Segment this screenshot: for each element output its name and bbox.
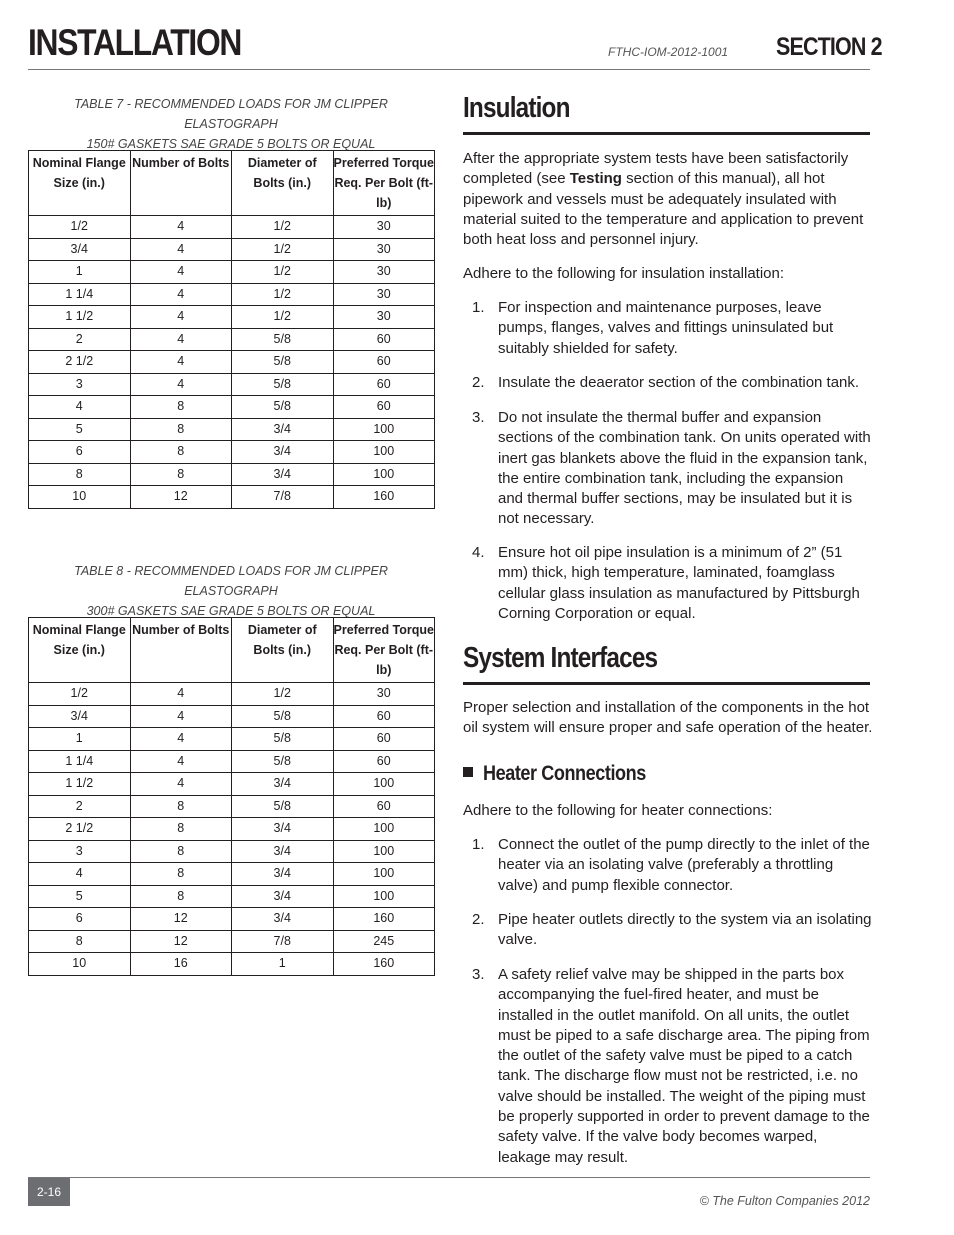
table-cell: 12 [130, 486, 232, 509]
table-cell: 60 [333, 396, 435, 419]
table-cell: 12 [130, 908, 232, 931]
table-row [29, 351, 435, 374]
table-row [29, 216, 435, 239]
table-cell: 1 [29, 728, 131, 751]
table-cell: 1 1/2 [29, 306, 131, 329]
section-label: SECTION 2 [776, 33, 882, 61]
table-cell: 2 1/2 [29, 818, 131, 841]
table-cell: 8 [29, 930, 131, 953]
table7-caption-line1: TABLE 7 - RECOMMENDED LOADS FOR JM CLIPPER ELASTOGRAPH [74, 97, 388, 131]
table-cell: 4 [130, 351, 232, 374]
table-row [29, 705, 435, 728]
table-cell: 60 [333, 728, 435, 751]
footer-divider [28, 1177, 870, 1178]
table-cell: 100 [333, 418, 435, 441]
table-cell: 4 [29, 396, 131, 419]
table-cell: 8 [130, 840, 232, 863]
table-cell: 1 [232, 953, 334, 976]
table-cell: 3/4 [232, 441, 334, 464]
table-cell: 8 [29, 463, 131, 486]
table7-col-flange-size: Nominal Flange Size (in.) [29, 151, 131, 216]
table-cell: 8 [130, 418, 232, 441]
table-cell: 1/2 [232, 216, 334, 239]
table-cell: 4 [130, 238, 232, 261]
table7 [28, 150, 435, 509]
table-row [29, 238, 435, 261]
table-cell: 245 [333, 930, 435, 953]
table-cell: 100 [333, 818, 435, 841]
table-row [29, 463, 435, 486]
table-row [29, 840, 435, 863]
table7-caption [28, 94, 434, 154]
table-cell: 8 [130, 885, 232, 908]
table-cell: 100 [333, 773, 435, 796]
testing-reference: Testing [569, 170, 622, 188]
table-cell: 8 [130, 396, 232, 419]
table-cell: 7/8 [232, 486, 334, 509]
table-cell: 30 [333, 216, 435, 239]
table-cell: 4 [130, 705, 232, 728]
table-cell: 60 [333, 705, 435, 728]
table-cell: 5/8 [232, 728, 334, 751]
table-cell: 5 [29, 885, 131, 908]
document-id: FTHC-IOM-2012-1001 [608, 45, 729, 59]
insulation-item-3: 3. Do not insulate the thermal buffer and expansion sections of the combination tank. On units operated with inert gas blankets above the fluid in the expansion tank, the entire combination tank, including the expansion and thermal buffer sections, may be insulated but it is not necessary. [472, 409, 871, 528]
table-cell: 2 [29, 328, 131, 351]
table-cell: 5/8 [232, 351, 334, 374]
table-cell: 160 [333, 908, 435, 931]
table8-caption [28, 561, 434, 621]
table-cell: 4 [130, 373, 232, 396]
table-cell: 60 [333, 795, 435, 818]
table-cell: 3/4 [232, 840, 334, 863]
table-cell: 10 [29, 953, 131, 976]
table-cell: 4 [130, 261, 232, 284]
table-cell: 5 [29, 418, 131, 441]
table-cell: 100 [333, 885, 435, 908]
table-cell: 3/4 [29, 705, 131, 728]
table-cell: 7/8 [232, 930, 334, 953]
page-number: 2-16 [28, 1178, 70, 1206]
table-cell: 1/2 [232, 238, 334, 261]
table-cell: 16 [130, 953, 232, 976]
table-cell: 3/4 [232, 773, 334, 796]
table-cell: 1 1/4 [29, 283, 131, 306]
table-cell: 1/2 [232, 306, 334, 329]
insulation-heading: Insulation [463, 92, 870, 135]
table8-col-bolt-diameter: Diameter of Bolts (in.) [232, 618, 334, 683]
table8-caption-line1: TABLE 8 - RECOMMENDED LOADS FOR JM CLIPPER ELASTOGRAPH [74, 564, 388, 598]
table-cell: 60 [333, 351, 435, 374]
table-cell: 100 [333, 863, 435, 886]
table8 [28, 617, 435, 976]
table-cell: 30 [333, 261, 435, 284]
table-cell: 10 [29, 486, 131, 509]
table-row [29, 795, 435, 818]
table-row [29, 818, 435, 841]
table-cell: 60 [333, 328, 435, 351]
table-cell: 4 [130, 306, 232, 329]
table-cell: 8 [130, 795, 232, 818]
page-header-title: INSTALLATION [28, 22, 242, 63]
system-interfaces-heading: System Interfaces [463, 642, 870, 685]
table-cell: 12 [130, 930, 232, 953]
table-cell: 3/4 [232, 418, 334, 441]
table8-col-torque: Preferred Torque Req. Per Bolt (ft-lb) [333, 618, 435, 683]
table-cell: 8 [130, 818, 232, 841]
table-row [29, 261, 435, 284]
table7-col-torque: Preferred Torque Req. Per Bolt (ft-lb) [333, 151, 435, 216]
table-cell: 3/4 [232, 818, 334, 841]
table-cell: 3/4 [232, 908, 334, 931]
table-cell: 1/2 [232, 283, 334, 306]
table-cell: 6 [29, 441, 131, 464]
table-cell: 3 [29, 373, 131, 396]
table-row [29, 885, 435, 908]
insulation-item-4: 4. Ensure hot oil pipe insulation is a minimum of 2” (51 mm) thick, high temperature, laminated, foamglass cellular glass insulation as manufactured by Pittsburgh Corning Corporation or equal. [472, 544, 860, 622]
table-cell: 5/8 [232, 750, 334, 773]
table-cell: 5/8 [232, 396, 334, 419]
table-cell: 2 1/2 [29, 351, 131, 374]
table8-col-bolt-count: Number of Bolts [130, 618, 232, 683]
table8-col-flange-size: Nominal Flange Size (in.) [29, 618, 131, 683]
table-row [29, 306, 435, 329]
table-cell: 30 [333, 306, 435, 329]
table-row [29, 930, 435, 953]
table-cell: 5/8 [232, 373, 334, 396]
table-cell: 3/4 [232, 463, 334, 486]
table-cell: 5/8 [232, 795, 334, 818]
table7-col-bolt-count: Number of Bolts [130, 151, 232, 216]
table-cell: 4 [130, 683, 232, 706]
table-row [29, 441, 435, 464]
heater-item-2: 2. Pipe heater outlets directly to the system via an isolating valve. [472, 911, 872, 949]
table-cell: 4 [130, 328, 232, 351]
table-cell: 30 [333, 283, 435, 306]
table-cell: 6 [29, 908, 131, 931]
table-cell: 4 [130, 728, 232, 751]
heater-connections-heading: Heater Connections [463, 762, 672, 786]
table-cell: 2 [29, 795, 131, 818]
table-cell: 8 [130, 441, 232, 464]
table-row [29, 373, 435, 396]
copyright: © The Fulton Companies 2012 [699, 1194, 870, 1208]
table8-body [29, 683, 435, 976]
insulation-item-1: 1. For inspection and maintenance purposes, leave pumps, flanges, valves and fittings uninsulated but suitably shielded for safety. [472, 299, 834, 357]
table7-caption-line2: 150# GASKETS SAE GRADE 5 BOLTS OR EQUAL [86, 137, 376, 151]
table-row [29, 953, 435, 976]
heater-item-3: 3. A safety relief valve may be shipped in the parts box accompanying the fuel-fired heater, and must be installed in the outlet manifold. On all units, the outlet must be piped to a safe discharge area. The piping from the outlet of the safety valve must be piped to a catch tank. The discharge flow must not be restricted, i.e. no valve should be installed. The weight of the piping must be properly supported in order to prevent damage to the safety valve. If the valve body becomes warped, leakage may result. [472, 966, 870, 1166]
table-row [29, 773, 435, 796]
table-cell: 30 [333, 683, 435, 706]
table-cell: 5/8 [232, 705, 334, 728]
bullet-square-icon [463, 767, 473, 777]
table-cell: 4 [29, 863, 131, 886]
table-cell: 160 [333, 486, 435, 509]
table-cell: 1/2 [29, 216, 131, 239]
table-cell: 60 [333, 750, 435, 773]
table-cell: 100 [333, 840, 435, 863]
table-cell: 30 [333, 238, 435, 261]
table-cell: 8 [130, 463, 232, 486]
table7-body [29, 216, 435, 509]
table7-col-bolt-diameter: Diameter of Bolts (in.) [232, 151, 334, 216]
table-cell: 1 1/4 [29, 750, 131, 773]
table-row [29, 328, 435, 351]
table-cell: 1/2 [232, 261, 334, 284]
insulation-intro: After the appropriate system tests have been satisfactorily completed (see Testing section of this manual), all hot pipework and vessels must be adequately insulated with material suited to the temperature and application to prevent both heat loss and personnel injury. [463, 150, 864, 249]
table-cell: 3 [29, 840, 131, 863]
table-cell: 100 [333, 441, 435, 464]
table-row [29, 683, 435, 706]
table-cell: 8 [130, 863, 232, 886]
table8-caption-line2: 300# GASKETS SAE GRADE 5 BOLTS OR EQUAL [86, 604, 376, 618]
table-cell: 1/2 [29, 683, 131, 706]
table-cell: 1 [29, 261, 131, 284]
table-cell: 3/4 [232, 863, 334, 886]
table-cell: 60 [333, 373, 435, 396]
table-cell: 5/8 [232, 328, 334, 351]
table-row [29, 728, 435, 751]
table-cell: 4 [130, 283, 232, 306]
system-interfaces-intro: Proper selection and installation of the components in the hot oil system will ensure proper and safe operation of the heater. [463, 699, 873, 737]
table-row [29, 863, 435, 886]
heater-connections-lead: Adhere to the following for heater connections: [463, 802, 773, 819]
insulation-lead: Adhere to the following for insulation installation: [463, 265, 785, 282]
table-cell: 4 [130, 216, 232, 239]
table-cell: 4 [130, 750, 232, 773]
table-row [29, 750, 435, 773]
table-cell: 1 1/2 [29, 773, 131, 796]
table-cell: 4 [130, 773, 232, 796]
header-divider [28, 69, 870, 70]
table-row [29, 418, 435, 441]
table-cell: 1/2 [232, 683, 334, 706]
table7-header-row [29, 151, 435, 216]
table-cell: 3/4 [29, 238, 131, 261]
table-cell: 100 [333, 463, 435, 486]
heater-item-1: 1. Connect the outlet of the pump directly to the inlet of the heater via an isolating valve (preferably a throttling valve) and pump flexible connector. [472, 836, 870, 894]
table-cell: 160 [333, 953, 435, 976]
table8-header-row [29, 618, 435, 683]
insulation-item-2: 2. Insulate the deaerator section of the combination tank. [472, 374, 860, 391]
table-row [29, 283, 435, 306]
table-row [29, 908, 435, 931]
table-cell: 3/4 [232, 885, 334, 908]
table-row [29, 396, 435, 419]
table-row [29, 486, 435, 509]
